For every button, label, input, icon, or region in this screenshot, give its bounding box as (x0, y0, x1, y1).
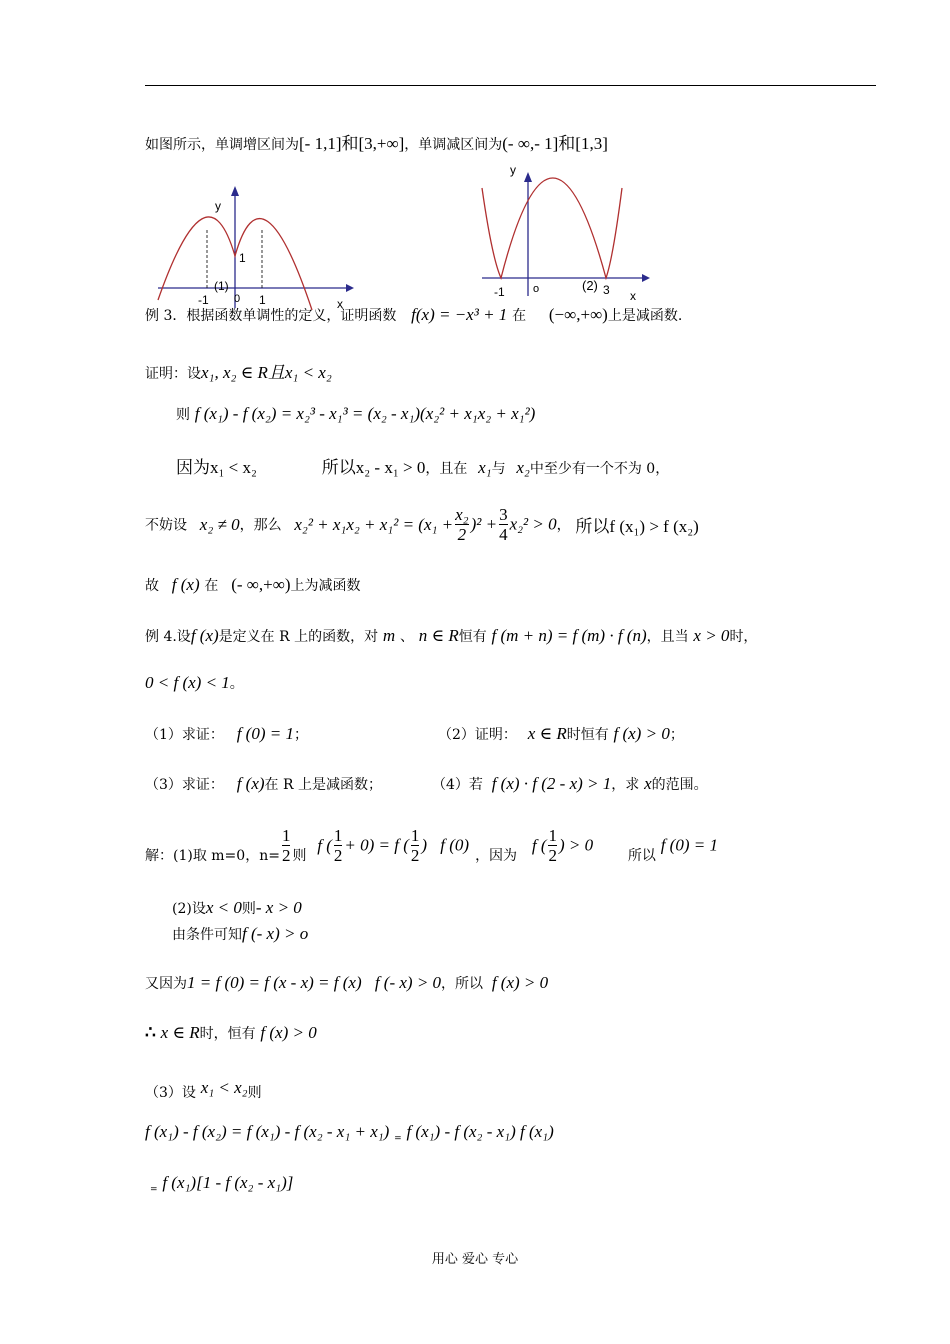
solution3-ze: 则 (247, 1085, 262, 1101)
proof-x2-ne-0: x₂ ≠ 0 (199, 514, 240, 534)
part3-line (145, 774, 382, 794)
proof-frac-x2-2 (455, 505, 468, 544)
increasing-intervals: [- 1,1]和[3,+∞] (299, 134, 405, 153)
solution1-because: ，因为 (475, 848, 518, 864)
part4-equation: f (x) · f (2 - x) > 1 (491, 774, 612, 793)
solution3-setup-line (145, 1078, 262, 1102)
solution1-c-tail: ) > 0 (558, 835, 594, 855)
solution3-eq: = (394, 1134, 402, 1144)
intro-lead: 如图所示，单调增区间为 (145, 137, 299, 153)
example3-function: f(x) = −x³ + 1 (411, 305, 508, 324)
proof-square-mid: )² + (470, 514, 498, 534)
proof-label: 证明：设 (145, 366, 201, 382)
proof-square-lhs: x₂² + x₁x₂ + x₁² = (x₁ + (294, 514, 454, 534)
header-rule (145, 85, 876, 86)
solution2-f-neg: f (- x) > o (242, 924, 309, 943)
proof-comma: ， (556, 517, 571, 534)
part3-label: （3）求证： (145, 777, 224, 793)
part4-text: 的范围。 (651, 777, 708, 793)
proof-yu: 与 (491, 461, 506, 477)
frac-numerator: 1 (548, 826, 557, 845)
frac-denominator: 4 (499, 525, 508, 544)
solution3-expansion-b: f (x₁) - f (x₂ - x₁) f (x₁) (406, 1122, 554, 1141)
solution1-f-open-2: f ( (531, 835, 547, 855)
graph1-tick-y1: 1 (239, 251, 246, 265)
proof-frac-3-4 (499, 505, 508, 544)
solution1-f-open: f ( (317, 835, 332, 855)
frac-denominator: 2 (548, 846, 557, 865)
proof-so: 所以x₂ - x₁ > 0 (321, 458, 426, 477)
solution3-eq-2: = (150, 1185, 158, 1195)
frac-denominator: 2 (457, 525, 467, 544)
example4-range: 0 < f (x) < 1 (145, 673, 230, 692)
graph-2 (470, 158, 660, 303)
part2-semicolon: ； (669, 727, 684, 743)
proof-decreasing: 上为减函数 (290, 578, 361, 594)
proof-conclusion: 所以f (x₁) > f (x₂) (575, 517, 699, 536)
proof-setup-line (145, 358, 332, 383)
part4-label: （4）若 (432, 777, 483, 793)
proof-and-in: ，且在 (425, 461, 468, 477)
solution1-so: 所以 (627, 848, 656, 864)
example3-in: 在 (512, 308, 527, 324)
graph1-tick-neg1: -1 (198, 293, 209, 307)
part3-fx: f (x) (236, 774, 265, 793)
part3-text: 在 R 上是减函数； (264, 777, 382, 793)
graph1-tick-zero: 0 (234, 293, 241, 305)
graph1-tick-one: 1 (259, 293, 266, 307)
proof-atleast: 中至少有一个不为 0， (529, 461, 670, 477)
proof-then: ，那么 (239, 517, 282, 534)
graph2-y-arrow (524, 172, 532, 182)
part1-label: （1）求证： (145, 727, 224, 743)
frac-numerator: 1 (333, 826, 343, 845)
solution2-result: f (x) > 0 (491, 973, 549, 992)
example3-prefix: 例 3．根据函数单调性的定义，证明函数 (145, 308, 397, 324)
solution2-label: (2)设 (172, 901, 206, 917)
proof-expansion: f (x₁) - f (x₂) = x₂³ - x₁³ = (x₂ - x₁)(x₂² + x₁x₂ + x₁²) (194, 404, 536, 423)
example4-text1: 是定义在 R 上的函数，对 (218, 629, 379, 645)
proof-because-line (176, 453, 669, 478)
graph1-label: (1) (214, 279, 229, 293)
proof-interval: (- ∞,+∞) (231, 575, 291, 594)
proof-square-line (145, 505, 699, 555)
graph2-tick-zero: o (533, 283, 540, 295)
example4-dun: 、 (399, 629, 414, 645)
part4-line (432, 774, 708, 794)
part2-condition: x ∈ R (527, 724, 567, 743)
example4-x-gt-0: x > 0 (693, 626, 730, 645)
solution2-ze: 则 (241, 901, 256, 917)
solution2-result-2: f (x) > 0 (260, 1023, 317, 1042)
proof-expand-line (176, 404, 535, 424)
graph-1 (150, 180, 360, 315)
solution2-again: 又因为 (145, 976, 187, 992)
proof-setup: x₁, x₂ ∈ R且x₁ < x₂ (201, 363, 332, 382)
example3-suffix: 上是减函数. (607, 308, 683, 324)
graph2-x-arrow (642, 274, 650, 282)
solution3-condition: x₁ < x₂ (200, 1078, 248, 1097)
solution2-x-in-r: x ∈ R (160, 1023, 200, 1042)
proof-fx: f (x) (171, 575, 200, 594)
example4-hengyou: 恒有 (458, 629, 487, 645)
frac-denominator: 2 (410, 846, 420, 865)
frac-numerator: x₂ (455, 505, 469, 524)
solution3-factored: f (x₁)[1 - f (x₂ - x₁)] (162, 1173, 294, 1192)
solution2-condition: x < 0 (205, 898, 242, 917)
part4-x: x (644, 774, 652, 793)
part1-semicolon: ； (293, 727, 308, 743)
graph1-x-label: x (337, 297, 343, 311)
solution1-frac-c (548, 826, 557, 865)
proof-zai: 在 (204, 578, 219, 594)
part2-label: （2）证明： (438, 727, 517, 743)
intro-mid: ，单调减区间为 (404, 137, 503, 153)
frac-numerator: 3 (499, 505, 508, 524)
example4-line (145, 626, 757, 646)
solution3-expand-line (145, 1122, 554, 1144)
part2-line (438, 724, 684, 744)
proof-wlog: 不妨设 (145, 517, 187, 534)
solution2-by-condition: 由条件可知 (172, 927, 242, 943)
graph2-label: (2) (582, 278, 598, 293)
solution2-again-line (145, 973, 548, 993)
solution2-therefore-line (145, 1023, 317, 1043)
example4-text2: ，且当 (646, 629, 689, 645)
proof-x1: x₁ (478, 458, 492, 477)
solution2-chain: 1 = f (0) = f (x - x) = f (x)⃞f (- x) > 0 (187, 973, 442, 992)
proof-square-rhs: x₂² > 0 (509, 514, 557, 534)
solution3-expansion-a: f (x₁) - f (x₂) = f (x₁) - f (x₂ - x₁ + x₁) (145, 1122, 390, 1141)
graph2-tick-three: 3 (603, 283, 610, 297)
graph2-curve (482, 178, 622, 278)
example4-shi: 时， (729, 629, 758, 645)
solution1-n-frac (282, 826, 291, 865)
solution1-ze: 则 (292, 848, 307, 864)
proof-ze: 则 (176, 407, 190, 423)
graph2-tick-neg1: -1 (494, 285, 505, 299)
proof-final-line (145, 575, 361, 595)
frac-numerator: 1 (281, 826, 291, 845)
solution1-a-tail: + 0) = f ( (344, 835, 409, 855)
solution3-label: （3）设 (145, 1085, 196, 1101)
solution3-factor-line (150, 1173, 293, 1195)
example4-m: m (382, 626, 396, 645)
part4-mid: ，求 (611, 777, 640, 793)
graph1-y-arrow (231, 186, 239, 196)
frac-numerator: 1 (410, 826, 420, 845)
page-footer: 用心 爱心 专心 (431, 1252, 519, 1267)
example4-n-in-r: n ∈ R (418, 626, 459, 645)
example3-line (145, 305, 682, 325)
graph1-y-label: y (215, 199, 221, 213)
proof-x2: x₂ (516, 458, 530, 477)
solution2-by-line (172, 924, 308, 944)
graph1-x-arrow (346, 284, 354, 292)
part1-equation: f (0) = 1 (236, 724, 294, 743)
proof-gu: 故 (145, 578, 159, 594)
part2-equation: f (x) > 0 (613, 724, 670, 743)
therefore-symbol: ∴ (145, 1023, 156, 1042)
example3-interval: (−∞,+∞) (548, 305, 608, 324)
solution2-so: ，所以 (441, 976, 484, 992)
frac-denominator: 2 (281, 846, 291, 865)
example4-period: 。 (229, 676, 244, 692)
intro-line (145, 129, 608, 154)
solution1-line (145, 826, 718, 872)
solution1-label: 解：(1)取 m=0，n= (145, 848, 280, 864)
part2-mid: 时恒有 (566, 727, 609, 743)
frac-denominator: 2 (333, 846, 343, 865)
solution2-shi: 时，恒有 (199, 1026, 256, 1042)
solution2-setup-line (172, 898, 302, 918)
part1-line (145, 724, 308, 744)
example4-equation: f (m + n) = f (m) · f (n) (491, 626, 647, 645)
solution2-neg: - x > 0 (255, 898, 302, 917)
solution1-b-tail: )⃞f (0) (421, 835, 470, 855)
example4-fx: f (x) (190, 626, 219, 645)
solution1-result: f (0) = 1 (660, 835, 718, 855)
example4-range-line (145, 673, 244, 693)
decreasing-intervals: (- ∞,- 1]和[1,3] (502, 134, 608, 153)
proof-because: 因为x₁ < x₂ (176, 458, 257, 477)
graph2-y-label: y (510, 163, 516, 177)
graph2-x-label: x (630, 289, 636, 303)
example4-prefix: 例 4.设 (145, 629, 191, 645)
solution1-frac-a (334, 826, 343, 865)
solution1-frac-b (411, 826, 420, 865)
